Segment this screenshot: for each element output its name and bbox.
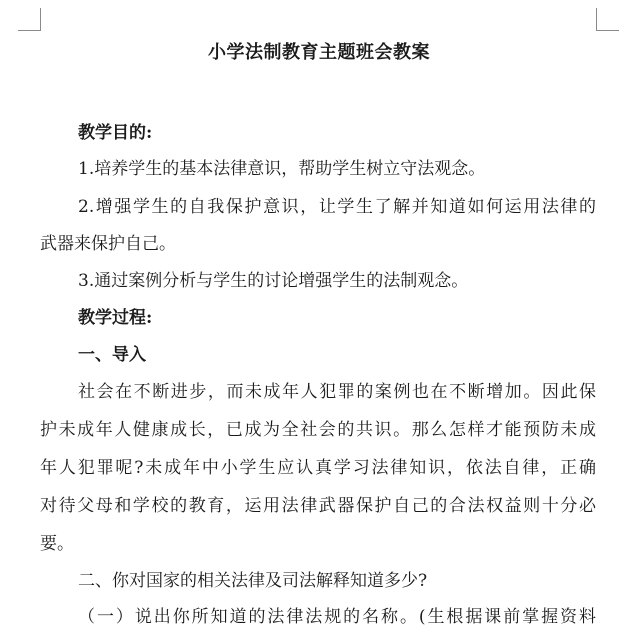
process-heading: 教学过程: — [78, 308, 153, 328]
intro-paragraph-line: 护未成年人健康成长，已成为全社会的共识。那么怎样才能预防未成 — [40, 420, 596, 440]
section-1-heading: 一、导入 — [78, 345, 146, 365]
intro-paragraph-line: 年人犯罪呢?未成年中小学生应认真学习法律知识，依法自律，正确 — [40, 458, 596, 478]
goal-2-line-1: 2.增强学生的自我保护意识，让学生了解并知道如何运用法律的 — [78, 197, 596, 217]
intro-paragraph-line: 社会在不断进步，而未成年人犯罪的案例也在不断增加。因此保 — [78, 382, 596, 402]
intro-paragraph-line: 要。 — [40, 534, 74, 554]
margin-corner-top-left — [18, 8, 41, 31]
goal-1: 1.培养学生的基本法律意识，帮助学生树立守法观念。 — [78, 159, 486, 179]
document-title: 小学法制教育主题班会教案 — [208, 42, 430, 63]
goals-heading: 教学目的: — [78, 123, 153, 143]
goal-3: 3.通过案例分析与学生的讨论增强学生的法制观念。 — [78, 271, 469, 291]
goal-2-line-2: 武器来保护自己。 — [40, 234, 176, 254]
intro-paragraph-line: 对待父母和学校的教育，运用法律武器保护自己的合法权益则十分必 — [40, 496, 596, 516]
subsection-1: （一）说出你所知道的法律法规的名称。(生根据课前掌握资料 — [78, 607, 596, 627]
margin-corner-top-right — [596, 8, 619, 31]
section-2-heading: 二、你对国家的相关法律及司法解释知道多少? — [78, 571, 428, 591]
